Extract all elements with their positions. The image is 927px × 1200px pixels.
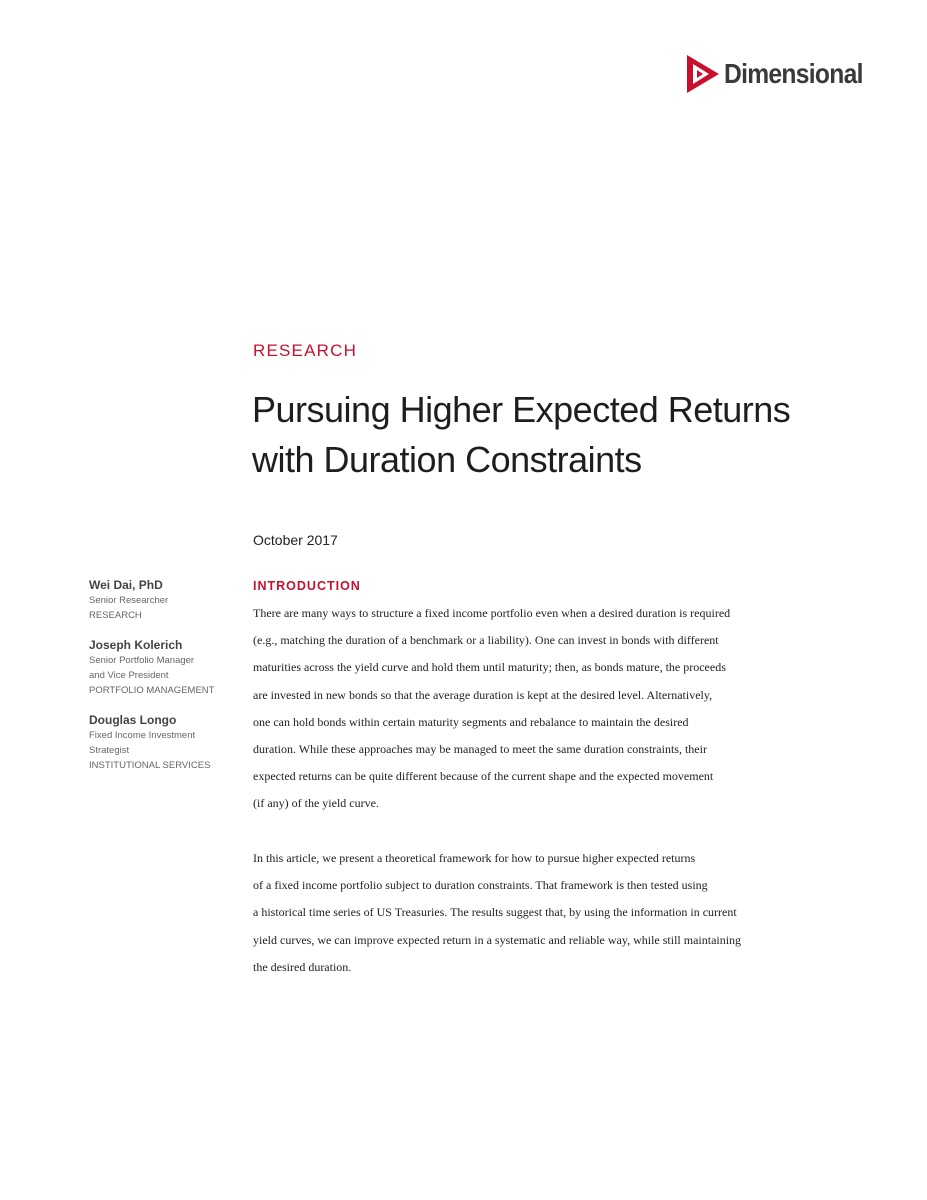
paragraph-line: maturities across the yield curve and hold them until maturity; then, as bonds mature, the proceeds	[253, 660, 726, 675]
paragraph-line: are invested in new bonds so that the average duration is kept at the desired level. Alternatively,	[253, 687, 713, 702]
paragraph-line: (if any) of the yield curve.	[253, 796, 379, 811]
paragraph-line: duration. While these approaches may be managed to meet the same duration constraints, their	[253, 742, 707, 757]
author-name: Douglas Longo	[89, 713, 177, 727]
dimensional-triangle-icon	[685, 53, 721, 95]
title-line: Pursuing Higher Expected Returns	[252, 389, 791, 430]
author-role: Strategist	[89, 745, 130, 756]
paragraph-line: There are many ways to structure a fixed income portfolio even when a desired duration is required	[253, 606, 731, 620]
author-department: PORTFOLIO MANAGEMENT	[89, 685, 215, 696]
author-role: Senior Portfolio Manager	[89, 655, 195, 666]
author-role: Senior Researcher	[89, 595, 169, 606]
title-line: with Duration Constraints	[252, 439, 642, 480]
paragraph-line: the desired duration.	[253, 959, 352, 974]
dimensional-logo	[685, 53, 882, 95]
category-label: RESEARCH	[253, 341, 358, 360]
paragraph-line: one can hold bonds within certain maturity segments and rebalance to maintain the desired	[253, 714, 689, 729]
author-role: Fixed Income Investment	[89, 730, 196, 741]
author-department: RESEARCH	[89, 610, 142, 621]
paragraph-line: of a fixed income portfolio subject to duration constraints. That framework is then tested using	[253, 878, 708, 893]
author-block	[89, 637, 249, 698]
author-name: Wei Dai, PhD	[89, 578, 163, 592]
publication-date: October 2017	[253, 532, 338, 548]
section-heading: INTRODUCTION	[253, 579, 361, 593]
paragraph-line: In this article, we present a theoretical framework for how to pursue higher expected returns	[253, 851, 696, 865]
body-paragraph	[253, 845, 828, 981]
paragraph-line: a historical time series of US Treasuries. The results suggest that, by using the information in current	[253, 905, 737, 920]
author-block	[89, 712, 249, 773]
paragraph-line: (e.g., matching the duration of a benchmark or a liability). One can invest in bonds with different	[253, 633, 719, 648]
paragraph-line: yield curves, we can improve expected return in a systematic and reliable way, while still maintaining	[253, 932, 742, 947]
author-block	[89, 577, 249, 623]
page-title	[252, 385, 892, 485]
paragraph-line: expected returns can be quite different because of the current shape and the expected movement	[253, 769, 714, 784]
author-department: INSTITUTIONAL SERVICES	[89, 760, 211, 771]
author-name: Joseph Kolerich	[89, 638, 183, 652]
logo-text: Dimensional	[724, 58, 863, 89]
body-paragraph	[253, 600, 828, 818]
author-list	[89, 577, 249, 787]
author-role: and Vice President	[89, 670, 169, 681]
